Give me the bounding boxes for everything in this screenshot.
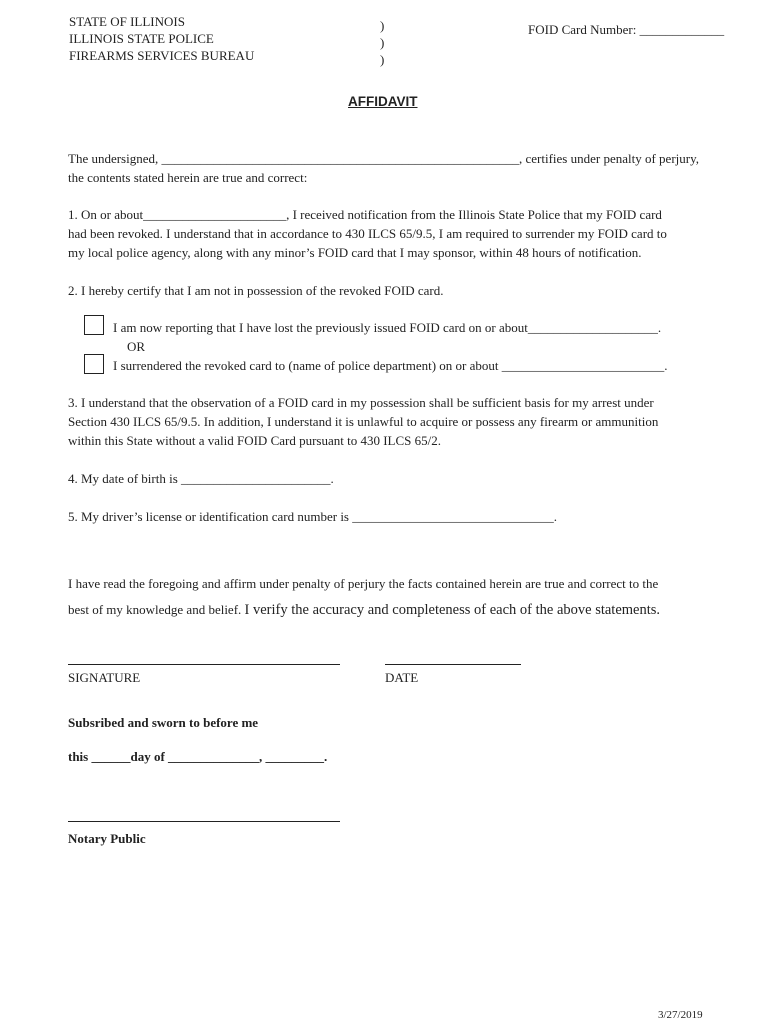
header-parens [380, 17, 384, 68]
signature-line[interactable] [68, 664, 340, 665]
page-title: AFFIDAVIT [348, 94, 418, 109]
lost-card-checkbox[interactable] [84, 315, 104, 335]
footer-revision-date: 3/27/2019 [658, 1009, 703, 1021]
sworn-line-2[interactable]: this ______day of ______________, _________. [68, 749, 328, 764]
item-1-line-1[interactable]: 1. On or about______________________, I received notification from the Illinois State Police that my FOID card [68, 207, 662, 222]
surrendered-card-checkbox[interactable] [84, 354, 104, 374]
option-surrendered-text[interactable]: I surrendered the revoked card to (name of police department) on or about _________________________. [113, 358, 668, 373]
intro-paragraph [68, 149, 699, 187]
signature-label: SIGNATURE [68, 670, 141, 685]
date-line[interactable] [385, 664, 521, 665]
header-line-police: ILLINOIS STATE POLICE [69, 31, 214, 46]
affirm-line-2b: I verify the accuracy and completeness of each of the above statements. [244, 602, 661, 618]
header-agency-block [69, 13, 254, 64]
intro-line-2: the contents stated herein are true and correct: [68, 170, 308, 185]
license-number-field[interactable]: 5. My driver’s license or identification card number is _______________________________. [68, 509, 557, 524]
date-label: DATE [385, 670, 419, 685]
affirm-line-2 [68, 600, 660, 620]
item-1-line-2: had been revoked. I understand that in accordance to 430 ILCS 65/9.5, I am required to surrender my FOID card to [68, 226, 667, 241]
item-3-paragraph [68, 393, 658, 450]
item-1-line-3: my local police agency, along with any minor’s FOID card that I may sponsor, within 48 hours of notification. [68, 245, 642, 260]
item-3-line-1: 3. I understand that the observation of a FOID card in my possession shall be sufficient basis for my arrest under [68, 395, 654, 410]
header-line-state: STATE OF ILLINOIS [69, 14, 185, 29]
paren-2: ) [380, 35, 385, 50]
item-2-text: 2. I hereby certify that I am not in possession of the revoked FOID card. [68, 283, 444, 298]
item-1-paragraph [68, 205, 667, 262]
header-line-bureau: FIREARMS SERVICES BUREAU [69, 48, 255, 63]
intro-line-1[interactable]: The undersigned, _______________________________________________________, certifies under penalty of perjury, [68, 151, 700, 166]
option-lost-card-text[interactable]: I am now reporting that I have lost the previously issued FOID card on or about____________________. [113, 320, 662, 335]
date-of-birth-field[interactable]: 4. My date of birth is _______________________. [68, 471, 334, 486]
affirm-line-1: I have read the foregoing and affirm under penalty of perjury the facts contained herein are true and correct to the [68, 576, 659, 591]
notary-label: Notary Public [68, 831, 146, 846]
paren-3: ) [380, 52, 385, 67]
sworn-line-1: Subsribed and sworn to before me [68, 715, 259, 730]
affirm-line-2a: best of my knowledge and belief. [68, 602, 242, 617]
item-3-line-3: within this State without a valid FOID Card pursuant to 430 ILCS 65/2. [68, 433, 442, 448]
or-separator: OR [127, 339, 146, 354]
foid-card-number-field[interactable]: FOID Card Number: _____________ [528, 22, 725, 37]
item-3-line-2: Section 430 ILCS 65/9.5. In addition, I understand it is unlawful to acquire or possess any firearm or ammunition [68, 414, 659, 429]
notary-signature-line[interactable] [68, 821, 340, 822]
paren-1: ) [380, 18, 385, 33]
